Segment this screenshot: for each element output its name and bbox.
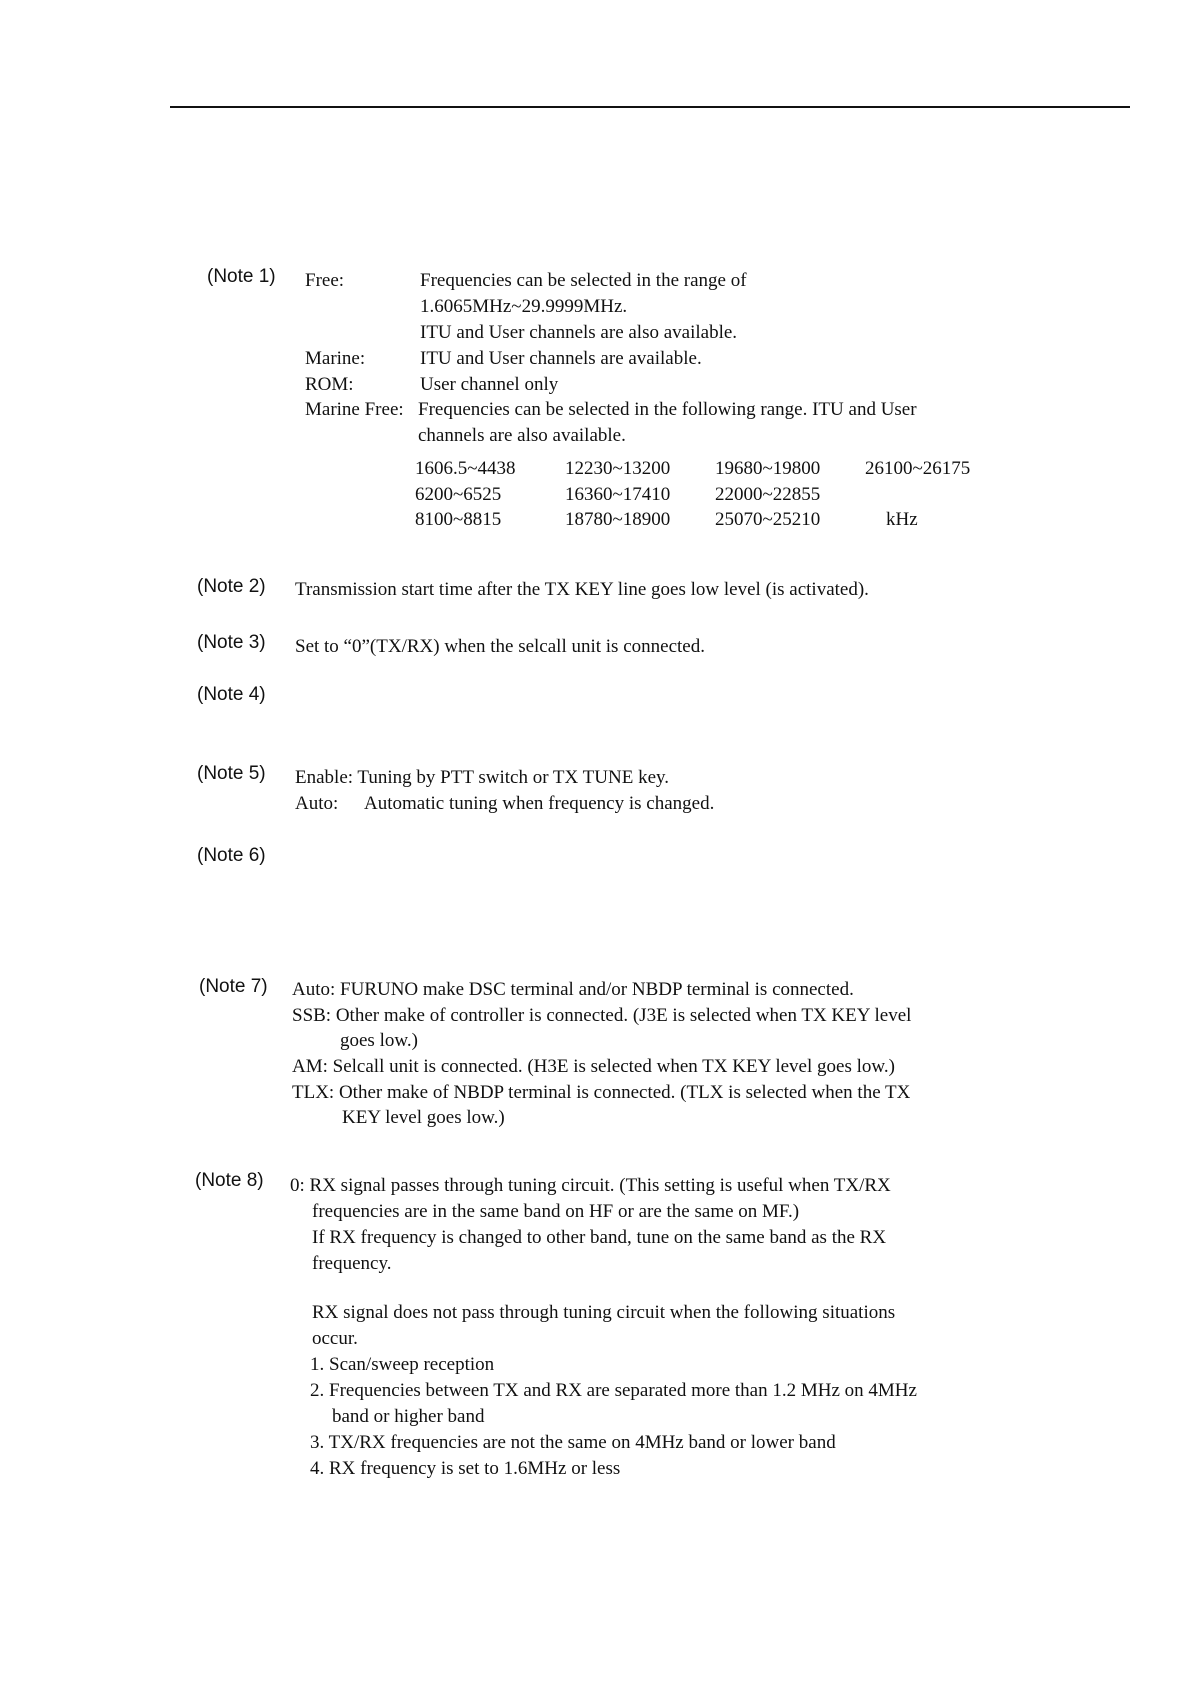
list-item: 1. Scan/sweep reception	[310, 1354, 495, 1375]
note-5-auto-text: Automatic tuning when frequency is changed.	[364, 793, 715, 814]
note-3-label: (Note 3)	[197, 632, 266, 653]
range-cell: 16360~17410	[565, 484, 671, 505]
note-7-ssb: SSB: Other make of controller is connected. (J3E is selected when TX KEY level	[292, 1005, 912, 1026]
range-unit: kHz	[886, 509, 918, 530]
range-cell: 8100~8815	[415, 509, 502, 530]
range-cell: 18780~18900	[565, 509, 671, 530]
range-cell: 25070~25210	[715, 509, 821, 530]
rom-description: User channel only	[420, 374, 559, 395]
note-5-enable: Enable: Tuning by PTT switch or TX TUNE key.	[295, 767, 670, 788]
range-cell: 12230~13200	[565, 458, 671, 479]
note-7-tlx-cont: KEY level goes low.)	[342, 1107, 505, 1128]
note-8-label: (Note 8)	[195, 1170, 264, 1191]
note-1-label: (Note 1)	[207, 266, 276, 287]
note-3-text: Set to “0”(TX/RX) when the selcall unit is connected.	[295, 636, 705, 657]
range-cell: 26100~26175	[865, 458, 971, 479]
note-7-label: (Note 7)	[199, 976, 268, 997]
note-6-label: (Note 6)	[197, 845, 266, 866]
list-item: 3. TX/RX frequencies are not the same on 4MHz band or lower band	[310, 1432, 836, 1453]
note-8-paragraph-2: RX signal does not pass through tuning circuit when the following situations occur.	[312, 1302, 896, 1349]
range-cell: 19680~19800	[715, 458, 821, 479]
note-7-auto: Auto: FURUNO make DSC terminal and/or NBDP terminal is connected.	[292, 979, 854, 1000]
marine-key: Marine:	[305, 348, 366, 369]
note-7-am: AM: Selcall unit is connected. (H3E is selected when TX KEY level goes low.)	[292, 1056, 895, 1077]
marine-free-description: Frequencies can be selected in the following range. ITU and User channels are also available.	[418, 399, 917, 446]
list-item: 2. Frequencies between TX and RX are separated more than 1.2 MHz on 4MHz	[310, 1380, 917, 1401]
range-cell: 22000~22855	[715, 484, 821, 505]
note-4-label: (Note 4)	[197, 684, 266, 705]
note-7-ssb-cont: goes low.)	[340, 1030, 418, 1051]
free-description: Frequencies can be selected in the range of 1.6065MHz~29.9999MHz. ITU and User channels are also available.	[420, 270, 747, 343]
header-rule	[170, 106, 1130, 108]
note-2-text: Transmission start time after the TX KEY line goes low level (is activated).	[295, 579, 869, 600]
list-item-cont: band or higher band	[332, 1406, 485, 1427]
range-cell: 6200~6525	[415, 484, 502, 505]
note-8-list	[310, 1352, 917, 1482]
range-cell: 1606.5~4438	[415, 458, 516, 479]
note-5-auto-key: Auto:	[295, 793, 339, 814]
note-7-tlx: TLX: Other make of NBDP terminal is connected. (TLX is selected when the TX	[292, 1082, 911, 1103]
marine-free-key: Marine Free:	[305, 399, 404, 420]
free-key: Free:	[305, 270, 345, 291]
note-8-line-0: 0: RX signal passes through tuning circuit. (This setting is useful when TX/RX	[290, 1175, 891, 1196]
note-5-label: (Note 5)	[197, 763, 266, 784]
rom-key: ROM:	[305, 374, 354, 395]
note-8-paragraph-1: frequencies are in the same band on HF or are the same on MF.) If RX frequency is changed to other band, tune on the same band as the RX frequency.	[312, 1201, 887, 1274]
list-item: 4. RX frequency is set to 1.6MHz or less	[310, 1458, 621, 1479]
marine-description: ITU and User channels are available.	[420, 348, 702, 369]
note-2-label: (Note 2)	[197, 576, 266, 597]
